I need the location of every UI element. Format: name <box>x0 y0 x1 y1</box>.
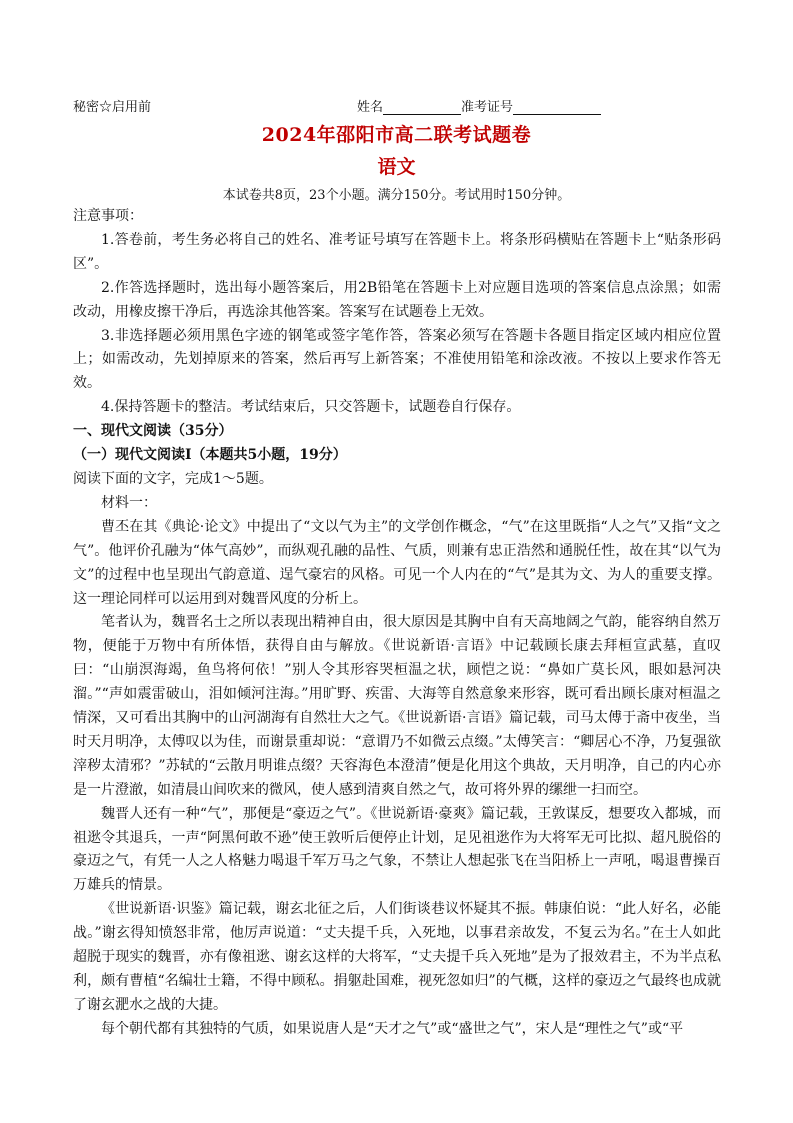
subject-title: 语文 <box>377 156 416 178</box>
exam-number-blank[interactable] <box>513 100 601 115</box>
passage-paragraph: 笔者认为，魏晋名士之所以表现出精神自由，很大原因是其胸中自有天高地阔之气韵，能容纳自然万物，便能于万物中有所体悟，获得自由与解放。《世说新语·言语》中记载顾长康去拜桓宣武墓，直叹曰：“山崩溟海竭，鱼鸟将何依！”别人令其形容哭桓温之状，顾恺之说：“鼻如广莫长风，眼如悬河决溜。”“声如震雷破山，泪如倾河注海。”用旷野、疾雷、大海等自然意象来形容，既可看出顾长康对桓温之情深，又可看出其胸中的山河湖海有自然壮大之气。《世说新语·言语》篇记载，司马太傅于斋中夜坐，当时天月明净，太傅叹以为佳，而谢景重却说：“意谓乃不如微云点缀。”太傅笑言：“卿居心不净，乃复强欲滓秽太清邪？”苏轼的“云散月明谁点缀？天容海色本澄清”便是化用这个典故，天月明净，自己的内心亦是一片澄澈，如清晨山间吹来的微风，使人感到清爽自然之气，故可将外界的缧绁一扫而空。 <box>73 614 721 798</box>
notice-item: 1.答卷前，考生务必将自己的姓名、准考证号填写在答题卡上。将条形码横贴在答题卡上“贴条形码区”。 <box>73 231 721 272</box>
notice-item: 3.非选择题必须用黑色字迹的钢笔或签字笔作答，答案必须写在答题卡各题目指定区域内相应位置上；如需改动，先划掉原来的答案，然后再写上新答案；不准使用铅笔和涂改液。不按以上要求作答无效。 <box>73 327 721 392</box>
secret-label: 秘密☆启用前 <box>73 100 152 115</box>
subsection-heading: （一）现代文阅读Ⅰ（本题共5小题，19分） <box>73 447 347 464</box>
passage-paragraph: 每个朝代都有其独特的气质，如果说唐人是“天才之气”或“盛世之气”，宋人是“理性之气”或“平 <box>101 1020 684 1037</box>
name-blank[interactable] <box>383 100 461 115</box>
exam-info: 本试卷共8页，23个小题。满分150分。考试用时150分钟。 <box>222 188 571 203</box>
notice-item: 2.作答选择题时，选出每小题答案后，用2B铅笔在答题卡上对应题目选项的答案信息点涂黑；如需改动，用橡皮擦干净后，再选涂其他答案。答案写在试题卷上无效。 <box>73 279 721 320</box>
reading-instruction: 阅读下面的文字，完成1～5题。 <box>73 470 273 487</box>
header-row <box>73 96 733 116</box>
name-label: 姓名 <box>357 100 384 115</box>
notice-heading: 注意事项： <box>73 208 143 224</box>
passage-paragraph: 《世说新语·识鉴》篇记载，谢玄北征之后，人们街谈巷议怀疑其不振。韩康伯说：“此人好名，必能战。”谢玄得知愤怒非常，他厉声说道：“丈夫提千兵，入死地，以事君亲故发，不复云为名。”在士人如此超脱于现实的魏晋，亦有像祖逖、谢玄这样的大将军，“丈夫提千兵入死地”是为了报效君主，不为半点私利，颇有曹植“名编壮士籍，不得中顾私。捐躯赴国难，视死忽如归”的气概，这样的豪迈之气最终也成就了谢玄淝水之战的大捷。 <box>73 901 721 1013</box>
material-label: 材料一： <box>101 494 157 511</box>
document-body <box>73 205 721 1042</box>
exam-title: 2024年邵阳市高二联考试题卷 <box>261 124 532 146</box>
exam-number-label: 准考证号 <box>461 100 514 115</box>
passage-paragraph: 魏晋人还有一种“气”，那便是“豪迈之气”。《世说新语·豪爽》篇记载，王敦谋反，想要攻入都城，而祖逖令其退兵，一声“阿黑何敢不逊”使王敦听后便停止计划，足见祖逖作为大将军无可比拟、超凡脱俗的豪迈之气，有凭一人之人格魅力喝退千军万马之气象，不禁让人想起张飞在当阳桥上一声吼，喝退曹操百万雄兵的情景。 <box>73 805 721 894</box>
section-heading: 一、现代文阅读（35分） <box>73 423 233 440</box>
notice-item: 4.保持答题卡的整洁。考试结束后，只交答题卡，试题卷自行保存。 <box>101 399 521 416</box>
candidate-fields <box>357 96 601 115</box>
passage-paragraph: 曹丕在其《典论·论文》中提出了“文以气为主”的文学创作概念，“气”在这里既指“人之气”又指“文之气”。他评价孔融为“体气高妙”，而纵观孔融的品性、气质，则兼有忠正浩然和通脱任性，故在其“以气为文”的过程中也呈现出气韵意道、逞气豪宕的风格。可见一个人内在的“气”是其为文、为人的重要支撑。这一理论同样可以运用到对魏晋风度的分析上。 <box>73 518 721 607</box>
